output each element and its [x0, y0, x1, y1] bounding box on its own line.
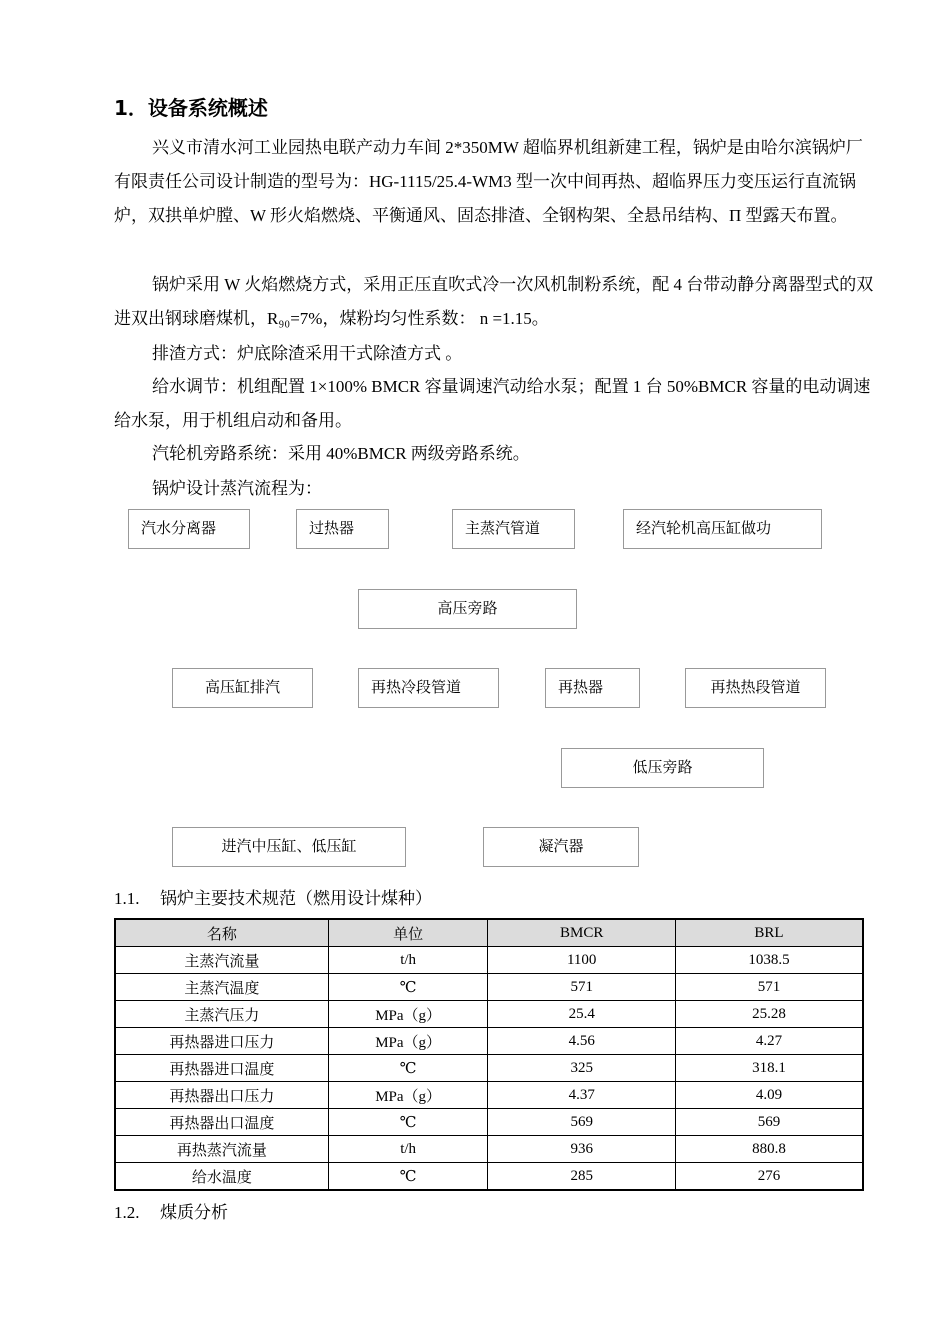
cell-unit: t/h [328, 947, 488, 974]
paragraph-bypass: 汽轮机旁路系统：采用 40%BMCR 两级旁路系统。 [152, 444, 530, 463]
table-header-row [115, 919, 863, 947]
cell-name: 再热器出口温度 [115, 1109, 328, 1136]
paragraph-steam-flow-intro: 锅炉设计蒸汽流程为： [152, 479, 322, 498]
cell-brl: 4.27 [675, 1028, 863, 1055]
header-unit: 单位 [328, 919, 488, 947]
cell-bmcr: 936 [488, 1136, 676, 1163]
table-row [115, 1082, 863, 1109]
cell-name: 主蒸汽压力 [115, 1001, 328, 1028]
cell-bmcr: 325 [488, 1055, 676, 1082]
section-title: 1．设备系统概述 [114, 96, 268, 120]
flow-box-reheater: 再热器 [545, 668, 640, 708]
header-brl: BRL [675, 919, 863, 947]
flow-box-cold-reheat: 再热冷段管道 [358, 668, 499, 708]
flow-box-ip-lp-turbine: 进汽中压缸、低压缸 [172, 827, 406, 867]
cell-unit: MPa（g） [328, 1082, 488, 1109]
paragraph-combustion: 锅炉采用 W 火焰燃烧方式，采用正压直吹式冷一次风机制粉系统，配 4 台带动静分离器型式的双进双出钢球磨煤机，R₉₀=7%，煤粉均匀性系数： n =1.15。 [114, 275, 874, 328]
cell-unit: ℃ [328, 974, 488, 1001]
cell-name: 主蒸汽温度 [115, 974, 328, 1001]
cell-brl: 25.28 [675, 1001, 863, 1028]
cell-unit: t/h [328, 1136, 488, 1163]
cell-unit: ℃ [328, 1163, 488, 1191]
cell-name: 再热蒸汽流量 [115, 1136, 328, 1163]
subsection-number: 1.1. [114, 889, 140, 908]
cell-brl: 1038.5 [675, 947, 863, 974]
cell-unit: MPa（g） [328, 1001, 488, 1028]
cell-brl: 880.8 [675, 1136, 863, 1163]
paragraph-overview: 兴义市清水河工业园热电联产动力车间 2*350MW 超临界机组新建工程，锅炉是由哈尔滨锅炉厂有限责任公司设计制造的型号为：HG-1115/25.4-WM3 型一次中间再热、超临界压力变压运行直流锅炉，双拱单炉膛、W 形火焰燃烧、平衡通风、固态排渣、全钢构架、全悬吊结构、Π 型露天布置。 [114, 138, 863, 225]
flow-box-hp-exhaust: 高压缸排汽 [172, 668, 313, 708]
subsection-title: 锅炉主要技术规范（燃用设计煤种） [160, 889, 432, 908]
subsection-1-1 [114, 884, 432, 909]
cell-bmcr: 25.4 [488, 1001, 676, 1028]
cell-unit: ℃ [328, 1055, 488, 1082]
cell-name: 再热器进口压力 [115, 1028, 328, 1055]
table-row [115, 1001, 863, 1028]
cell-brl: 318.1 [675, 1055, 863, 1082]
header-name: 名称 [115, 919, 328, 947]
subsection-title: 煤质分析 [160, 1203, 228, 1222]
flow-box-condenser: 凝汽器 [483, 827, 639, 867]
cell-bmcr: 4.56 [488, 1028, 676, 1055]
table-row [115, 1055, 863, 1082]
table-row [115, 1163, 863, 1191]
cell-bmcr: 1100 [488, 947, 676, 974]
cell-brl: 569 [675, 1109, 863, 1136]
cell-bmcr: 4.37 [488, 1082, 676, 1109]
cell-bmcr: 569 [488, 1109, 676, 1136]
paragraph-slag: 排渣方式：炉底除渣采用干式除渣方式 。 [152, 344, 463, 363]
cell-unit: MPa（g） [328, 1028, 488, 1055]
cell-name: 再热器进口温度 [115, 1055, 328, 1082]
table-row [115, 1136, 863, 1163]
flow-box-lp-bypass: 低压旁路 [561, 748, 764, 788]
cell-bmcr: 285 [488, 1163, 676, 1191]
cell-unit: ℃ [328, 1109, 488, 1136]
cell-brl: 4.09 [675, 1082, 863, 1109]
header-bmcr: BMCR [488, 919, 676, 947]
table-row [115, 1109, 863, 1136]
cell-name: 再热器出口压力 [115, 1082, 328, 1109]
subsection-1-2 [114, 1198, 228, 1223]
boiler-spec-table [114, 918, 864, 1191]
flow-box-separator: 汽水分离器 [128, 509, 250, 549]
flow-box-hot-reheat: 再热热段管道 [685, 668, 826, 708]
cell-bmcr: 571 [488, 974, 676, 1001]
table-row [115, 947, 863, 974]
cell-brl: 276 [675, 1163, 863, 1191]
flow-box-hp-bypass: 高压旁路 [358, 589, 577, 629]
cell-name: 主蒸汽流量 [115, 947, 328, 974]
paragraph-feedwater: 给水调节：机组配置 1×100% BMCR 容量调速汽动给水泵；配置 1 台 50%BMCR 容量的电动调速给水泵，用于机组启动和备用。 [114, 377, 871, 430]
subsection-number: 1.2. [114, 1203, 140, 1222]
table-body [115, 947, 863, 1191]
table-row [115, 1028, 863, 1055]
cell-brl: 571 [675, 974, 863, 1001]
flow-box-main-steam: 主蒸汽管道 [452, 509, 575, 549]
cell-name: 给水温度 [115, 1163, 328, 1191]
flow-box-hp-turbine: 经汽轮机高压缸做功 [623, 509, 822, 549]
flow-box-superheater: 过热器 [296, 509, 389, 549]
table-row [115, 974, 863, 1001]
